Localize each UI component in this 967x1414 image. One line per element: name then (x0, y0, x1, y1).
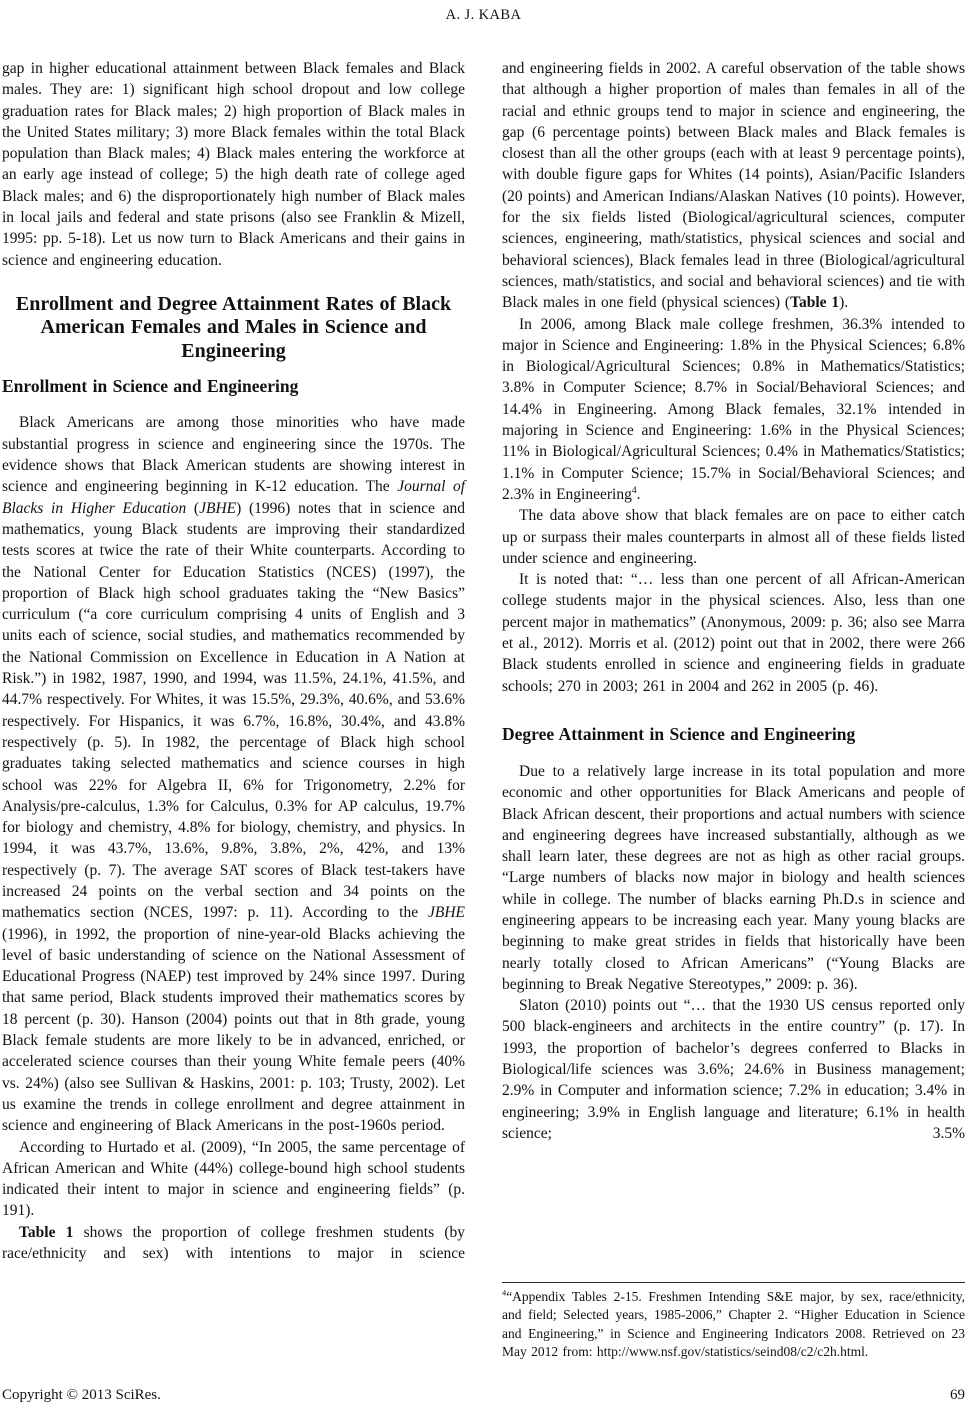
text-segment: JBHE (427, 904, 465, 922)
paragraph (502, 58, 965, 314)
paragraph (2, 412, 465, 1136)
text-segment: JBHE (199, 499, 237, 517)
subsection-heading-degree-attainment: Degree Attainment in Science and Engineering (502, 723, 856, 744)
copyright-notice: Copyright © 2013 SciRes. (2, 1387, 161, 1403)
text-segment: (1996), in 1992, the proportion of nine-year-old Blacks achieving the level of basic understanding of science on the National Assessment of Educational Progress (NAEP) test improved by 24% since 1997. During that same period, Black students improved their mathematics scores by 18 percent (p. 30). Hanson (2004) points out that in 8th grade, young Black female students are more likely to be in advanced, enriched, or accelerated science courses than their young White female peers (40% vs. 24%) (also see Sullivan & Haskins, 2001: p. 103; Trusty, 2002). Let us examine the trends in college enrollment and degree attainment in science and engineering of Black Americans in the post-1960s period. (2, 925, 465, 1135)
paragraph: It is noted that: “… less than one percent of all African-American college students major in the physical sciences. Also, less than one percent major in mathematics” (Anonymous, 2009: p. 36; also see Marra et al., 2012). Morris et al. (2012) point out that in 2002, there were 266 Black students enrolled in science and engineering fields in graduate schools; 270 in 2003; 261 in 2004 and 262 in 2005 (p. 46). (502, 571, 965, 695)
text-segment: Black Americans are among those minorities who have made substantial progress in science and engineering since the 1970s. The evidence shows that Black American students are showing interest in science and engineering beginning in K-12 education. The (2, 414, 465, 496)
text-segment: “Appendix Tables 2-15. Freshmen Intending S&E major, by sex, race/ethnicity, and field; Selected years, 1985-2006,” Chapter 2. “Higher Education in Science and Engineering,” in Science and Engineering Indicators 2008. Retrieved on 23 May 2012 from: http://www.nsf.gov/statistics/seind08/c2/c2h.html. (502, 1288, 965, 1360)
text-segment: . (636, 485, 641, 503)
footnote-text (502, 1288, 965, 1362)
paragraph: According to Hurtado et al. (2009), “In 2005, the same percentage of African American and White (44%) college-bound high school students indicated their intent to major in science and engineering fields” (p. 191). (2, 1138, 465, 1220)
two-column-body (2, 58, 965, 1396)
text-segment: 4 (631, 484, 637, 496)
section-heading: Enrollment and Degree Attainment Rates of Black American Females and Males in Science and Engineering (15, 292, 452, 362)
footnote (502, 1282, 965, 1396)
text-segment: ). (839, 294, 849, 312)
paragraph: gap in higher educational attainment between Black females and Black males. They are: 1) significant high school dropout and low college graduation rates for Black males; 2) high proportion of Black males in the United States military; 3) more Black females within the total Black population than Black males; 4) Black males entering the workforce at an early age instead of college; 5) the high death rate of college aged Black males; and 6) the disproportionately high number of Black males in local jails and federal and state prisons (also see Franklin & Mizell, 1995: pp. 5-18). Let us now turn to Black Americans and their gains in science and engineering education. (2, 60, 465, 269)
text-segment: and engineering fields in 2002. A careful observation of the table shows that although a higher proportion of males than females in all of the racial and ethnic groups tend to major in science and engineering, the gap (6 percentage points) between Black males and Black females is closest than all the other groups (each with at least 9 percentage points), with double figure gaps for Whites (14 points), Asian/Pacific Islanders (20 points) and American Indians/Alaskan Natives (10 points). However, for the six fields listed (Biological/agricultural sciences, computer sciences, engineering, math/statistics, physical sciences and social and behavioral sciences), Black females lead in three (Biological/agricultural sciences, math/statistics, and social and behavioral sciences) and tie with Black males in one field (physical sciences) ( (502, 60, 965, 312)
right-column (502, 58, 965, 1396)
text-segment: ( (186, 499, 200, 517)
text-segment: shows the proportion of college freshmen students (by race/ethnicity and sex) with intentions to major in science (2, 1223, 465, 1263)
page-number: 69 (950, 1387, 965, 1403)
subsection-heading-enrollment: Enrollment in Science and Engineering (2, 376, 299, 397)
text-segment: In 2006, among Black male college freshmen, 36.3% intended to major in Science and Engineering: 1.8% in the Physical Sciences; 6.8% in Biological/Agricultural Sciences; 0.8% in Mathematics/Statistics; 3.8% in Computer Science; 8.7% in Social/Behavioral Sciences; and 14.4% in Engineering. Among Black females, 32.1% intended in majoring in Science and Engineering: 1.6% in the Physical Sciences; 11% in Biological/Agricultural Sciences; 0.4% in Mathematics/Statistics; 1.1% in Computer Science; 15.7% in Social/Behavioral Sciences; and 2.3% in Engineering (502, 315, 965, 503)
running-head: A. J. KABA (445, 7, 522, 23)
paragraph (502, 314, 965, 506)
paragraph: Due to a relatively large increase in its total population and more economic and other opportunities for Black Americans and people of Black African descent, their proportions and actual numbers with science and engineering degrees have increased substantially, although as we shall learn later, these degrees are not as high as other racial groups. “Large numbers of blacks now major in biology and health sciences while in college. The number of blacks earning Ph.D.s in science and engineering appears to be increasing each year. Many young blacks are beginning to make great strides in fields that historically have been nearly totally closed to African Americans” (“Young Blacks are beginning to Break Negative Stereotypes,” 2009: p. 36). (502, 762, 965, 993)
paragraph (2, 1222, 465, 1265)
page-footer (2, 1387, 965, 1404)
text-segment: Table 1 (19, 1223, 74, 1241)
left-column (2, 58, 465, 1396)
text-segment: ) (1996) notes that in science and mathematics, young Black students are improving their standardized tests scores at twice the rate of their White counterparts. According to the National Center for Education Statistics (NCES) (1997), the proportion of Black high school graduates taking the “New Basics” curriculum (“a core curriculum comprising 4 units of English and 3 units each of science, social studies, and mathematics recommended by the National Commission on Excellence in Education in A Nation at Risk.”) in 1982, 1987, 1990, and 1994, was 11.5%, 24.1%, 41.5%, and 44.7% respectively. For Whites, it was 15.5%, 29.3%, 40.6%, and 53.6% respectively. For Hispanics, it was 6.7%, 16.8%, 30.4%, and 43.8% respectively (p. 5). In 1982, the percentage of Black high school graduates taking selected mathematics and science courses in high school was 22% for Algebra II, 6% for Trigonometry, 2.2% for Analysis/pre-calculus, 1.3% for Calculus, 0.3% for AP calculus, 19.7% for biology and chemistry, 4.8% for biology, chemistry, and physics. In 1994, it was 43.7%, 13.6%, 9.8%, 3.8%, 2%, 42%, and 13% respectively (p. 7). The average SAT scores of Black test-takers have increased 24 points on the verbal section and 34 points on the mathematics section (NCES, 1997: p. 11). According to the (2, 499, 466, 922)
text-segment: Table 1 (790, 294, 840, 312)
paragraph: Slaton (2010) points out “… that the 1930 US census reported only 500 black-engineers and architects in the entire country” (p. 17). In 1993, the proportion of bachelor’s degrees conferred to Blacks in Biological/life sciences was 3.6%; 24.6% in Business management; 2.9% in Computer and information science; 7.2% in education; 3.4% in engineering; 3.9% in English language and literature; 6.1% in health science; 3.5% (502, 997, 965, 1142)
text-segment: Journal of Blacks in Higher Education (2, 478, 466, 517)
text-segment: 4 (502, 1288, 507, 1298)
footnote-separator (502, 1282, 965, 1283)
paragraph: The data above show that black females are on pace to either catch up or surpass their males counterparts in almost all of these fields listed under science and engineering. (502, 507, 965, 567)
